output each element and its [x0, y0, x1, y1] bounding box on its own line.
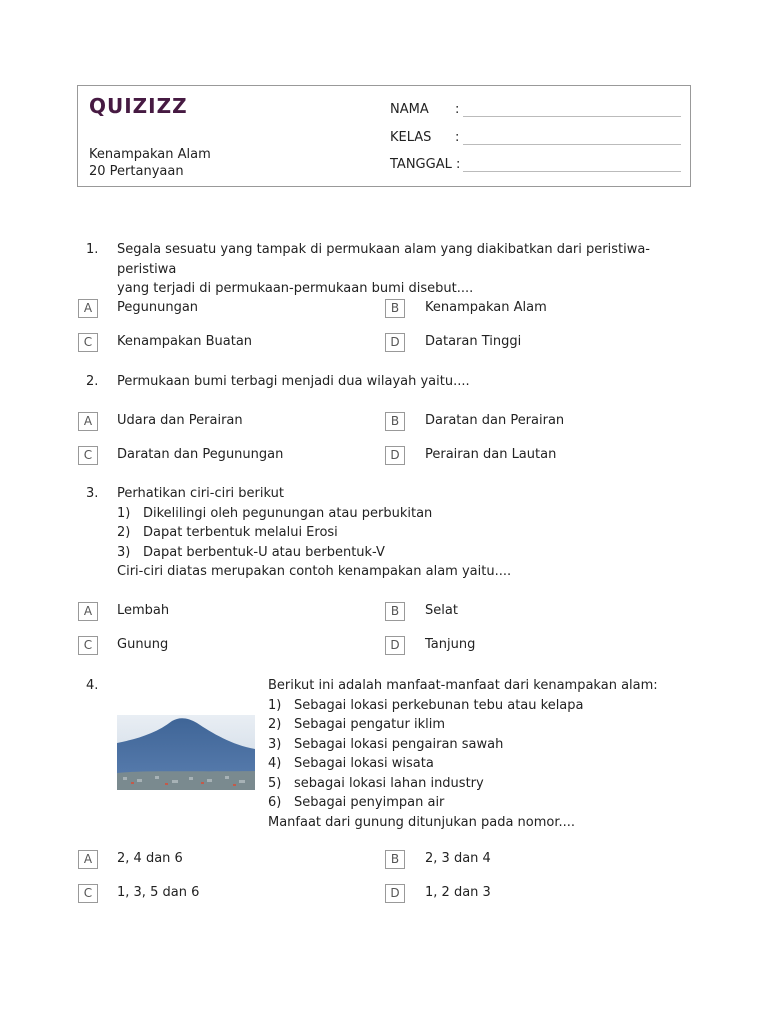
option-letter[interactable]: A: [78, 850, 98, 869]
option-text[interactable]: Kenampakan Alam: [425, 300, 547, 315]
option-letter[interactable]: A: [78, 412, 98, 431]
option-letter[interactable]: A: [78, 602, 98, 621]
option-letter[interactable]: C: [78, 446, 98, 465]
option-letter[interactable]: D: [385, 333, 405, 352]
question-2-text: Permukaan bumi terbagi menjadi dua wilayah yaitu....: [117, 374, 470, 389]
option-letter[interactable]: D: [385, 446, 405, 465]
question-1-text: Segala sesuatu yang tampak di permukaan alam yang diakibatkan dari peristiwa-peristiwa yang terjadi di permukaan-permukaan bumi disebut....: [117, 242, 650, 296]
option-text[interactable]: 2, 4 dan 6: [117, 851, 183, 866]
option-text[interactable]: Daratan dan Pegunungan: [117, 447, 284, 462]
option-letter[interactable]: A: [78, 299, 98, 318]
name-field[interactable]: NAMA :: [390, 102, 429, 117]
option-text[interactable]: Pegunungan: [117, 300, 199, 315]
class-field[interactable]: KELAS :: [390, 130, 431, 145]
question-2-number: 2.: [86, 374, 99, 389]
option-text[interactable]: Udara dan Perairan: [117, 413, 243, 428]
option-letter[interactable]: D: [385, 636, 405, 655]
question-4-text: Berikut ini adalah manfaat-manfaat dari kenampakan alam: 1) Sebagai lokasi perkebunan tebu atau kelapa 2) Sebagai pengatur iklim 3) Sebagai lokasi pengairan sawah 4) Sebagai lokasi wisata 5) sebagai lokasi lahan industry 6) Sebagai penyimpan air Manfaat dari gunung ditunjukan pada nomor....: [268, 678, 658, 830]
option-text[interactable]: Perairan dan Lautan: [425, 447, 557, 462]
option-text[interactable]: 1, 2 dan 3: [425, 885, 491, 900]
option-text[interactable]: Daratan dan Perairan: [425, 413, 565, 428]
question-3-text: Perhatikan ciri-ciri berikut 1) Dikelilingi oleh pegunungan atau perbukitan 2) Dapat terbentuk melalui Erosi 3) Dapat berbentuk-U atau berbentuk-V Ciri-ciri diatas merupakan contoh kenampakan alam yaitu....: [117, 486, 512, 579]
worksheet-header: [77, 85, 691, 187]
option-letter[interactable]: C: [78, 333, 98, 352]
class-line: [463, 144, 681, 145]
quiz-title: Kenampakan Alam: [89, 147, 211, 162]
option-letter[interactable]: C: [78, 636, 98, 655]
question-count: 20 Pertanyaan: [89, 164, 184, 179]
question-4-number: 4.: [86, 678, 99, 693]
option-text[interactable]: 1, 3, 5 dan 6: [117, 885, 200, 900]
option-text[interactable]: Kenampakan Buatan: [117, 334, 253, 349]
option-text[interactable]: 2, 3 dan 4: [425, 851, 491, 866]
date-field[interactable]: [390, 157, 460, 172]
option-text[interactable]: Gunung: [117, 637, 169, 652]
class-label: KELAS: [390, 130, 432, 145]
option-text[interactable]: Dataran Tinggi: [425, 334, 522, 349]
option-text[interactable]: Selat: [425, 603, 458, 618]
option-letter[interactable]: B: [385, 850, 405, 869]
option-letter[interactable]: B: [385, 412, 405, 431]
mountain-image: [117, 715, 255, 790]
date-line: [463, 171, 681, 172]
date-label: TANGGAL :: [390, 157, 461, 172]
option-letter[interactable]: D: [385, 884, 405, 903]
name-line: [463, 116, 681, 117]
option-text[interactable]: Lembah: [117, 603, 170, 618]
question-3-number: 3.: [86, 486, 99, 501]
option-text[interactable]: Tanjung: [425, 637, 476, 652]
option-letter[interactable]: C: [78, 884, 98, 903]
name-label: NAMA: [390, 102, 429, 117]
quizizz-logo: QUIZIZZ: [89, 94, 188, 118]
option-letter[interactable]: B: [385, 299, 405, 318]
option-letter[interactable]: B: [385, 602, 405, 621]
question-1-number: 1.: [86, 242, 99, 257]
